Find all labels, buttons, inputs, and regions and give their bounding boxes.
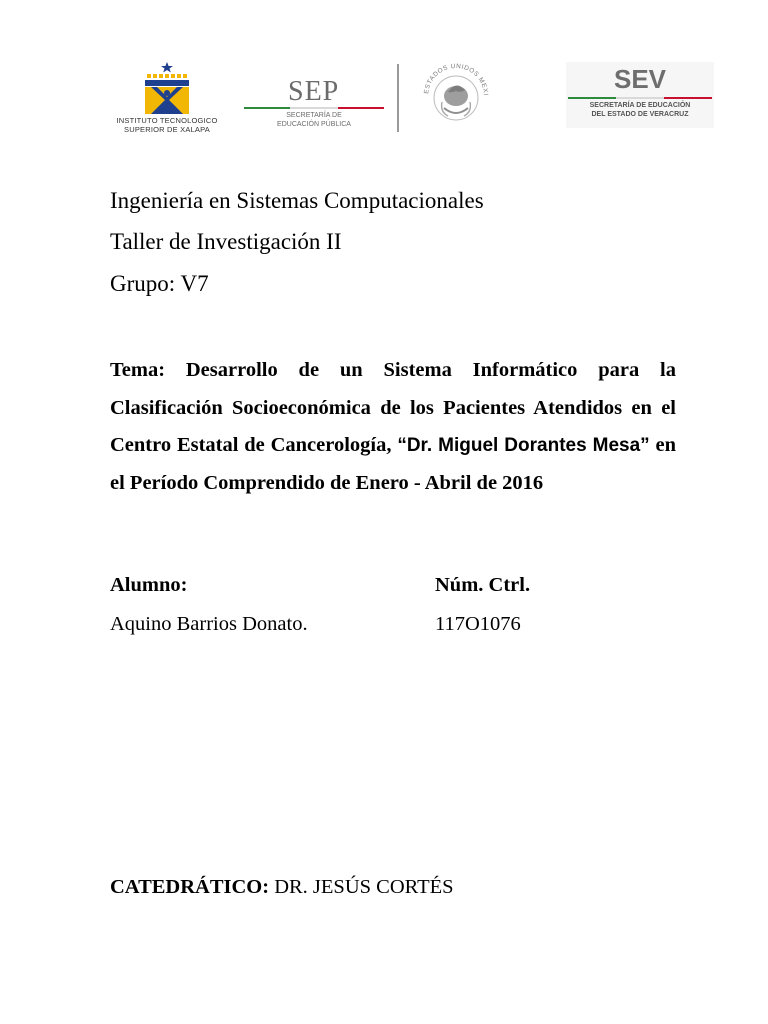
topic-text: Desarrollo de un Sistema Informático para la Clasificación Socioeconómica de los Pacientes Atendidos en el Centro Estatal de Cancerología, xyxy=(110,359,676,456)
career-name: Ingeniería en Sistemas Computacionales xyxy=(110,188,484,213)
itsx-emblem-icon xyxy=(139,60,195,116)
sep-logo xyxy=(244,72,384,142)
mexico-seal-logo xyxy=(418,62,494,128)
sev-caption-line1: SECRETARÍA DE EDUCACIÓN xyxy=(589,102,691,109)
control-number-label: Núm. Ctrl. xyxy=(435,574,531,596)
control-number-value: 117O1076 xyxy=(435,613,521,635)
sev-caption-line2: DEL ESTADO DE VERACRUZ xyxy=(591,110,689,118)
student-label: Alumno: xyxy=(110,574,188,596)
student-name: Aquino Barrios Donato. xyxy=(110,613,308,635)
logo-divider xyxy=(397,64,399,132)
eagle-seal-icon xyxy=(418,62,494,128)
group-label: Grupo: V7 xyxy=(110,271,209,296)
sep-flag-stripe-icon xyxy=(244,106,384,110)
topic-quoted-name: “Dr. Miguel Dorantes Mesa” xyxy=(397,435,650,456)
itsx-logo xyxy=(112,60,222,140)
professor-label: CATEDRÁTICO: xyxy=(110,876,270,898)
professor-line xyxy=(110,876,454,899)
sev-flag-stripe-icon xyxy=(568,96,712,100)
topic-text-end: en el Período Comprendido de Enero - Abril de 2016 xyxy=(110,434,676,494)
course-name: Taller de Investigación II xyxy=(110,229,342,254)
professor-name: DR. JESÚS CORTÉS xyxy=(274,876,454,898)
itsx-caption-line2: SUPERIOR DE XALAPA xyxy=(124,125,210,134)
seal-text: ESTADOS UNIDOS MEXI xyxy=(423,62,490,96)
itsx-caption-line1: INSTITUTO TECNOLOGICO xyxy=(116,116,218,125)
sep-title: SEP xyxy=(288,76,340,107)
topic-label: Tema: xyxy=(110,359,166,381)
topic-paragraph xyxy=(110,352,676,502)
sep-caption-line1: SECRETARÍA DE xyxy=(286,112,342,119)
sep-caption-line2: EDUCACIÓN PÚBLICA xyxy=(277,120,351,128)
sev-logo xyxy=(566,62,714,128)
sev-title: SEV xyxy=(614,64,667,94)
